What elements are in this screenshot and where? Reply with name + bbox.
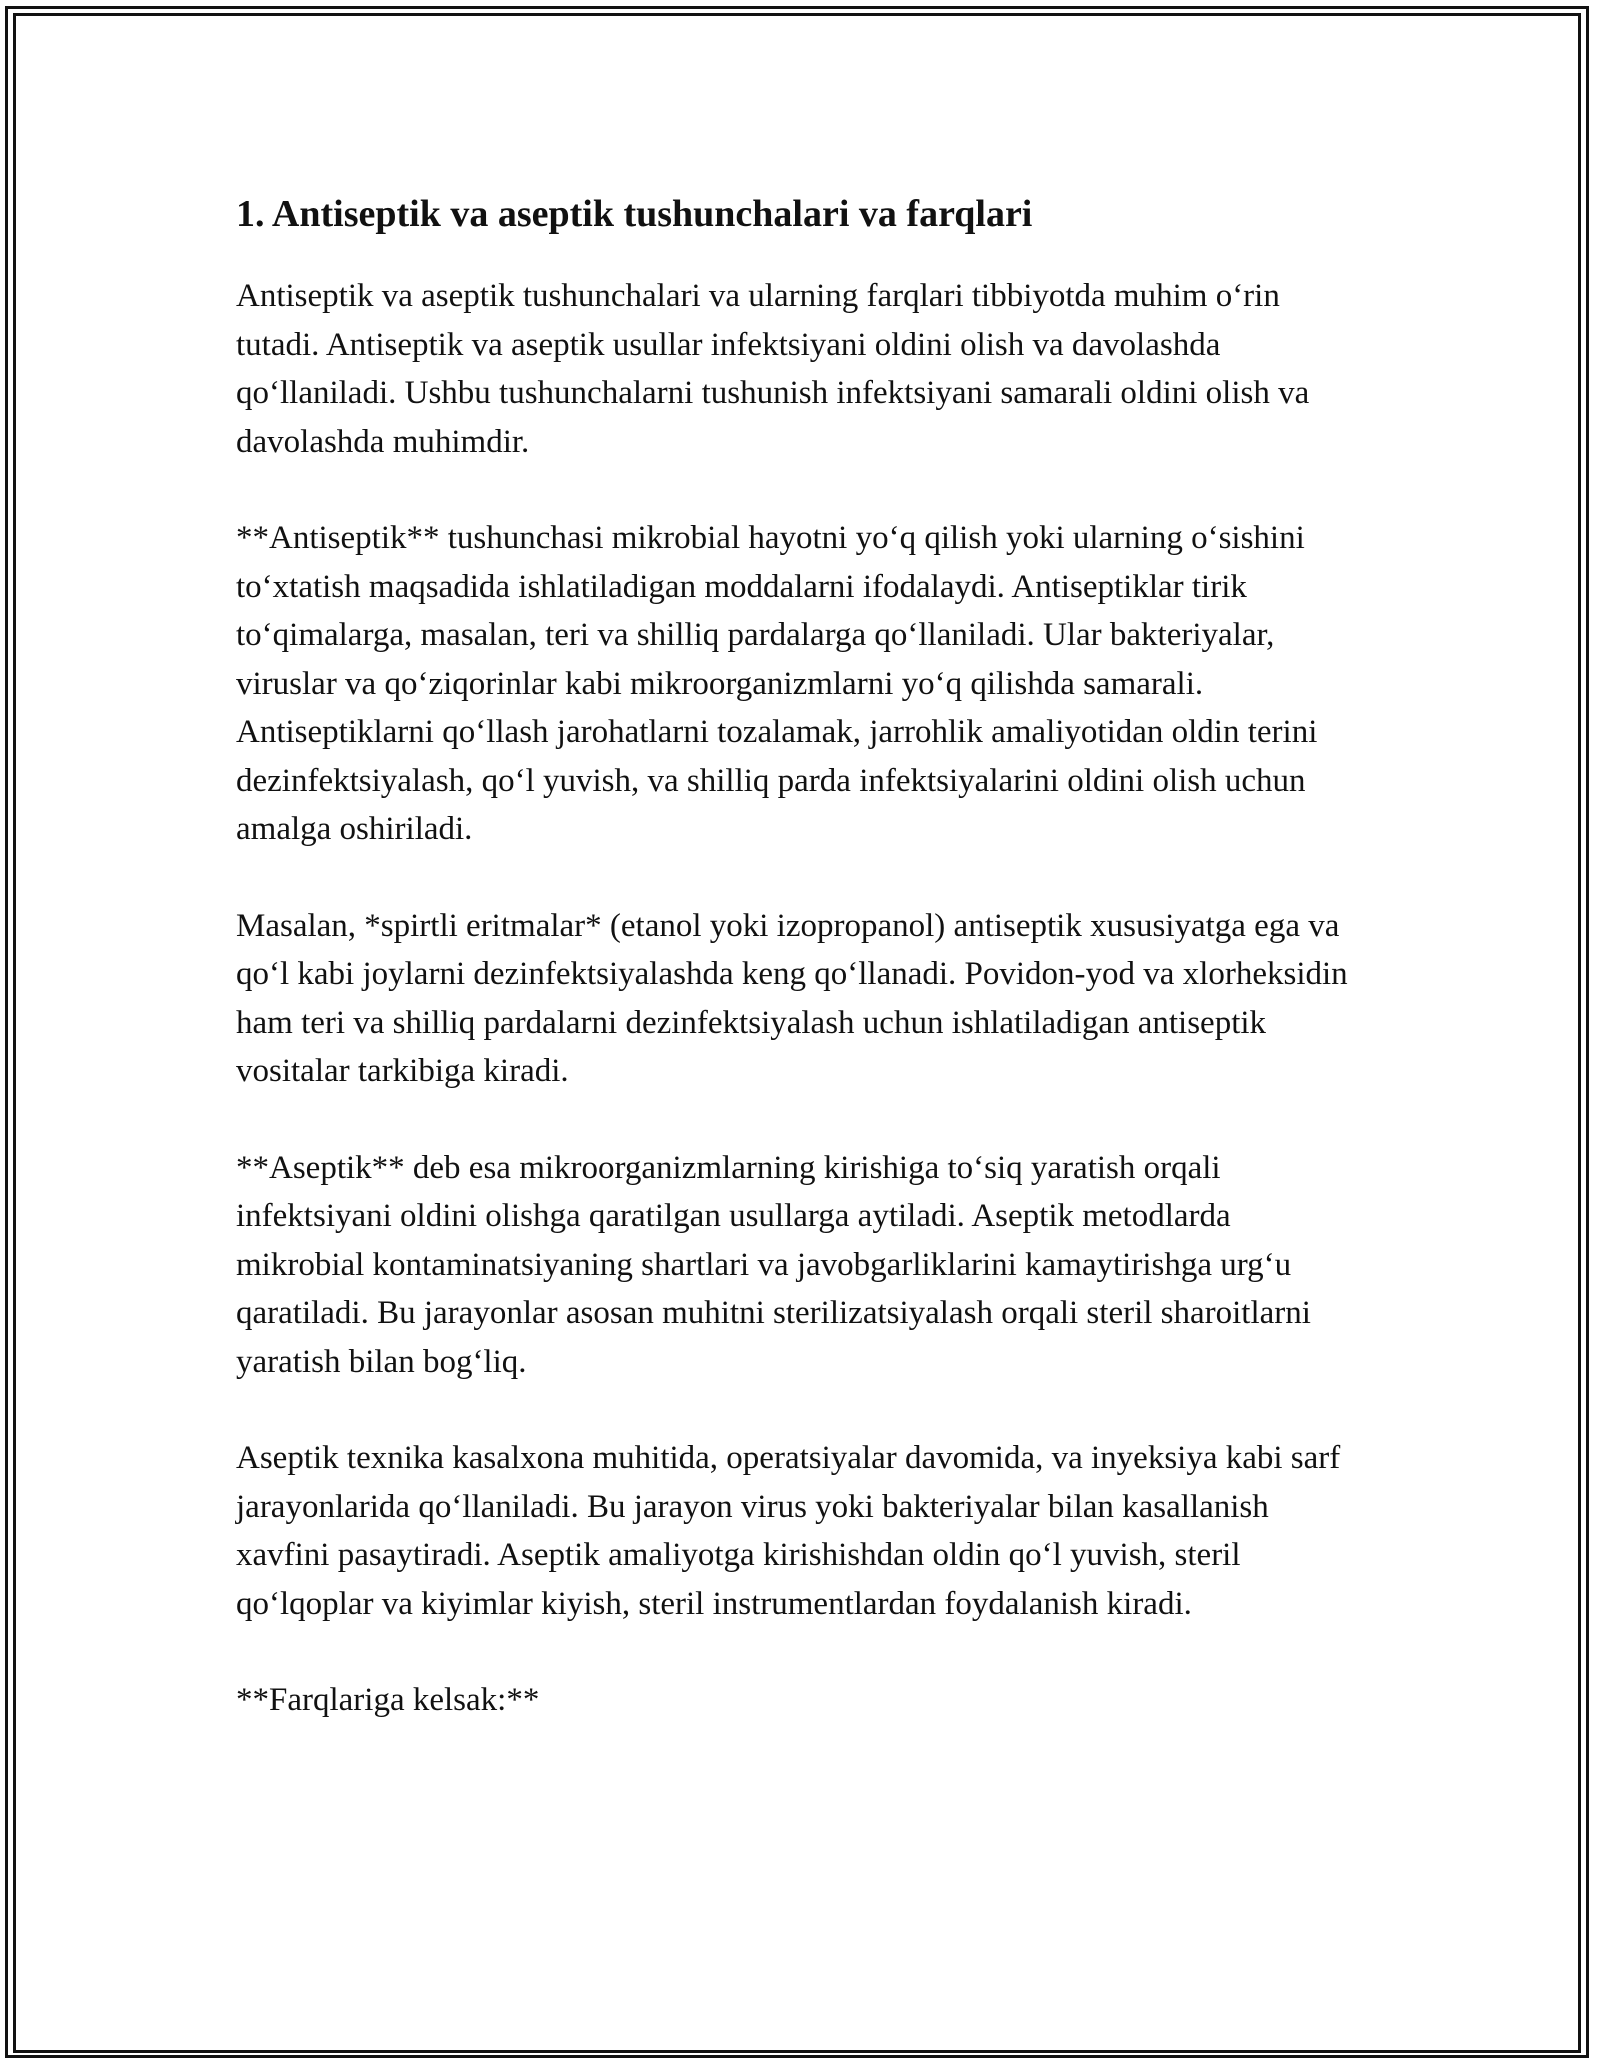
paragraph-aseptic-definition: **Aseptik** deb esa mikroorganizmlarning kirishiga to‘siq yaratish orqali infektsiyani oldini olishga qaratilgan usullarga aytiladi. Aseptik metodlarda mikrobial kontaminatsiyaning shartlari va javobgarliklarini kamaytirishga urg‘u qaratiladi. Bu jarayonlar asosan muhitni sterilizatsiyalash orqali steril sharoitlarni yaratish bilan bog‘liq. (236, 1149, 1311, 1380)
paragraph-antiseptic-definition: **Antiseptik** tushunchasi mikrobial hayotni yo‘q qilish yoki ularning o‘sishini to‘xtatish maqsadida ishlatiladigan moddalarni ifodalaydi. Antiseptiklar tirik to‘qimalarga, masalan, teri va shilliq pardalarga qo‘llaniladi. Ular bakteriyalar, viruslar va qo‘ziqorinlar kabi mikroorganizmlarni yo‘q qilishda samarali. Antiseptiklarni qo‘llash jarohatlarni tozalamak, jarrohlik amaliyotidan oldin terini dezinfektsiyalash, qo‘l yuvish, va shilliq parda infektsiyalarini oldini olish uchun amalga oshiriladi. (236, 520, 1318, 847)
paragraph-aseptic-technique: Aseptik texnika kasalxona muhitida, operatsiyalar davomida, va inyeksiya kabi sarf jarayonlarida qo‘llaniladi. Bu jarayon virus yoki bakteriyalar bilan kasallanish xavfini pasaytiradi. Aseptik amaliyotga kirishishdan oldin qo‘l yuvish, steril qo‘lqoplar va kiyimlar kiyish, steril instrumentlardan foydalanish kiradi. (236, 1440, 1341, 1622)
section-heading: 1. Antiseptik va aseptik tushunchalari va farqlari (236, 193, 1033, 235)
paragraph-intro: Antiseptik va aseptik tushunchalari va ularning farqlari tibbiyotda muhim o‘rin tutadi. Antiseptik va aseptik usullar infektsiyani oldini olish va davolashda qo‘llaniladi. Ushbu tushunchalarni tushunish infektsiyani samarali oldini olish va davolashda muhimdir. (236, 278, 1310, 460)
paragraph-antiseptic-examples: Masalan, *spirtli eritmalar* (etanol yoki izopropanol) antiseptik xususiyatga ega va qo‘l kabi joylarni dezinfektsiyalashda keng qo‘llanadi. Povidon-yod va xlorheksidin ham teri va shilliq pardalarni dezinfektsiyalash uchun ishlatiladigan antiseptik vositalar tarkibiga kiradi. (236, 907, 1348, 1089)
paragraph-differences-lead: **Farqlariga kelsak:** (236, 1682, 540, 1718)
document-body (236, 186, 1366, 1725)
